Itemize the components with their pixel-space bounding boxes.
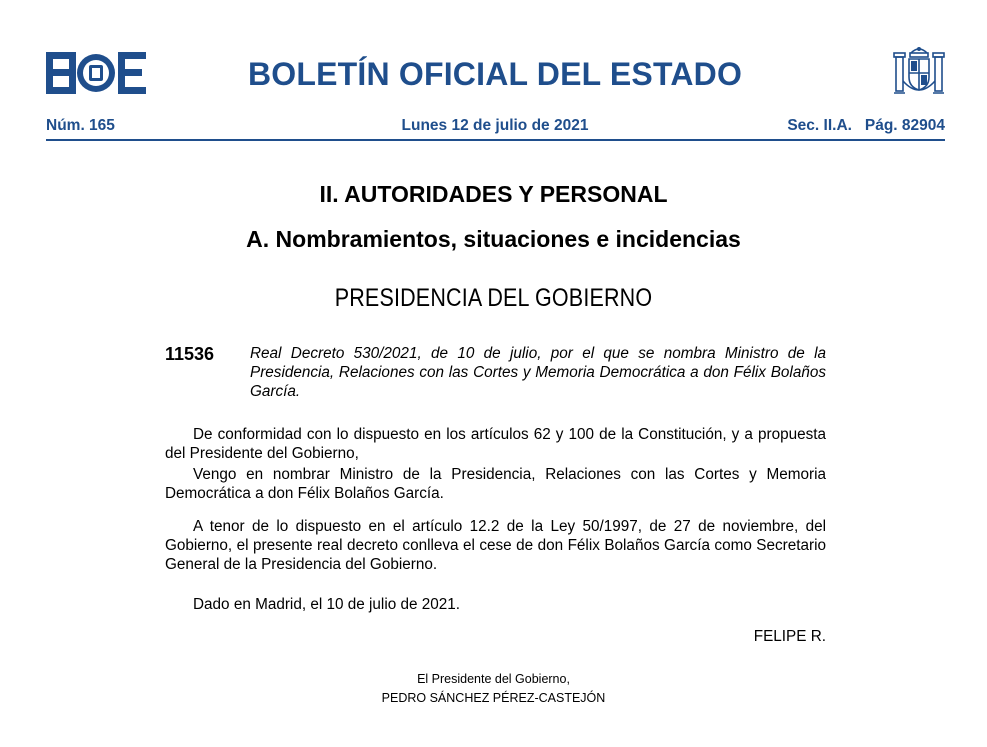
decree-paragraph: Vengo en nombrar Ministro de la Presidencia, Relaciones con las Cortes y Memoria Democrática a don Félix Bolaños García. <box>165 466 826 502</box>
decree-paragraph: De conformidad con lo dispuesto en los artículos 62 y 100 de la Constitución, y a propuesta del Presidente del Gobierno, <box>165 426 826 462</box>
issue-date: Lunes 12 de julio de 2021 <box>401 117 589 134</box>
decree-date-place: Dado en Madrid, el 10 de julio de 2021. <box>193 596 461 613</box>
decree-number: 11536 <box>165 344 215 364</box>
bulletin-title: BOLETÍN OFICIAL DEL ESTADO <box>247 56 743 92</box>
issue-number: Núm. 165 <box>46 117 115 134</box>
header-divider <box>46 139 945 141</box>
subsection-heading: A. Nombramientos, situaciones e incidencias <box>246 226 741 252</box>
countersign-name: PEDRO SÁNCHEZ PÉREZ-CASTEJÓN <box>381 691 606 705</box>
countersign-role: El Presidente del Gobierno, <box>417 672 570 686</box>
decree-paragraph: A tenor de lo dispuesto en el artículo 12.2 de la Ley 50/1997, de 27 de noviembre, del Gobierno, el presente real decreto conlleva el cese de don Félix Bolaños García como Secretario General de la Presidencia del Gobierno. <box>165 518 826 573</box>
section-page: Sec. II.A. Pág. 82904 <box>787 117 945 134</box>
spain-coat-of-arms-icon <box>893 43 945 101</box>
royal-signature: FELIPE R. <box>753 628 826 645</box>
ministry-heading: PRESIDENCIA DEL GOBIERNO <box>334 284 653 312</box>
decree-title: Real Decreto 530/2021, de 10 de julio, por el que se nombra Ministro de la Presidencia, Relaciones con las Cortes y Memoria Democrática a don Félix Bolaños García. <box>250 345 826 400</box>
section-heading: II. AUTORIDADES Y PERSONAL <box>319 181 668 207</box>
boe-logo <box>46 52 146 94</box>
